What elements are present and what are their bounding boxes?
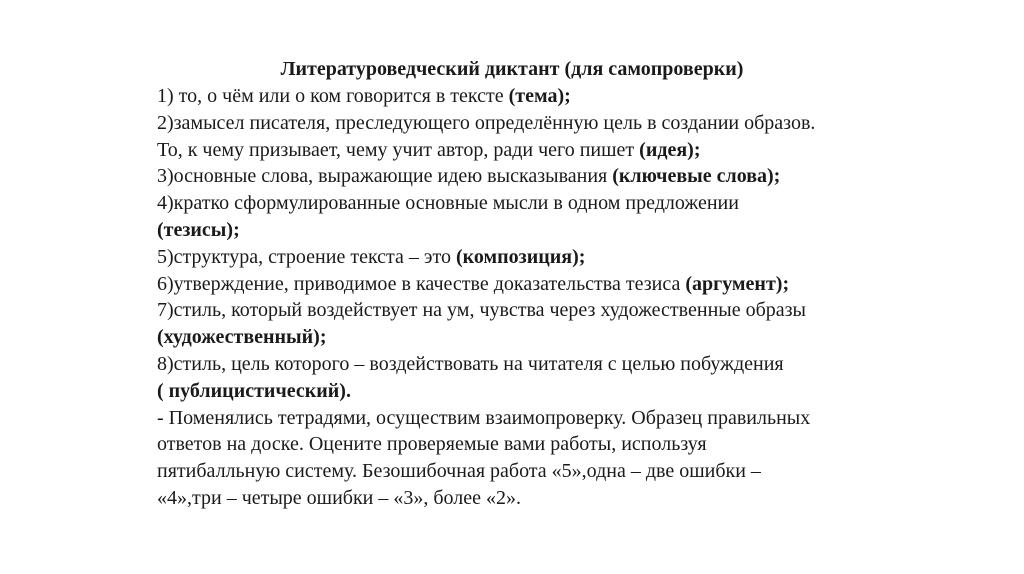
- line-text: 7)стиль, который воздействует на ум, чувства через художественные образы: [157, 299, 806, 322]
- text-line: [157, 217, 877, 244]
- answer-term: (ключевые слова);: [612, 165, 781, 188]
- line-text: 1) то, о чём или о ком говорится в тексте: [157, 85, 509, 107]
- line-text: пятибалльную систему. Безошибочная работа «5»,одна – две ошибки –: [157, 460, 761, 483]
- answer-term: ( публицистический).: [157, 379, 351, 402]
- answer-term: (аргумент);: [685, 272, 790, 295]
- text-line: [157, 351, 877, 378]
- answer-term: (идея);: [639, 138, 701, 161]
- page-title: Литературоведческий диктант (для самопроверки): [280, 58, 744, 80]
- line-text: 8)стиль, цель которого – воздействовать на читателя с целью побуждения: [157, 352, 784, 375]
- line-text: 4)кратко сформулированные основные мысли в одном предложении: [157, 192, 739, 215]
- text-line: [157, 110, 877, 137]
- line-text: 3)основные слова, выражающие идею высказывания: [157, 165, 613, 188]
- text-line: [157, 405, 877, 432]
- line-text: То, к чему призывает, чему учит автор, ради чего пишет: [157, 138, 640, 161]
- text-line: [157, 297, 877, 324]
- line-text: «4»,три – четыре ошибки – «3», более «2».: [157, 486, 522, 509]
- text-line: [157, 83, 877, 110]
- line-text: - Поменялись тетрадями, осуществим взаимопроверку. Образец правильных: [157, 406, 811, 429]
- text-line: [157, 378, 877, 405]
- text-line: [157, 244, 877, 271]
- dictation-body: [157, 83, 877, 512]
- line-text: ответов на доске. Оцените проверяемые вами работы, используя: [157, 433, 707, 456]
- line-text: 2)замысел писателя, преследующего определённую цель в создании образов.: [157, 111, 816, 134]
- answer-term: (художественный);: [157, 326, 327, 349]
- text-line: [157, 324, 877, 351]
- text-line: [157, 190, 877, 217]
- text-line: [157, 271, 877, 298]
- answer-term: (тема);: [508, 85, 571, 107]
- line-text: 5)структура, строение текста – это: [157, 245, 456, 268]
- answer-term: (тезисы);: [157, 218, 240, 241]
- text-line: [157, 431, 877, 458]
- line-text: 6)утверждение, приводимое в качестве доказательства тезиса: [157, 272, 686, 295]
- text-line: [157, 163, 877, 190]
- answer-term: (композиция);: [455, 245, 586, 268]
- text-line: [157, 137, 877, 164]
- text-line: [157, 458, 877, 485]
- text-line: [157, 485, 877, 512]
